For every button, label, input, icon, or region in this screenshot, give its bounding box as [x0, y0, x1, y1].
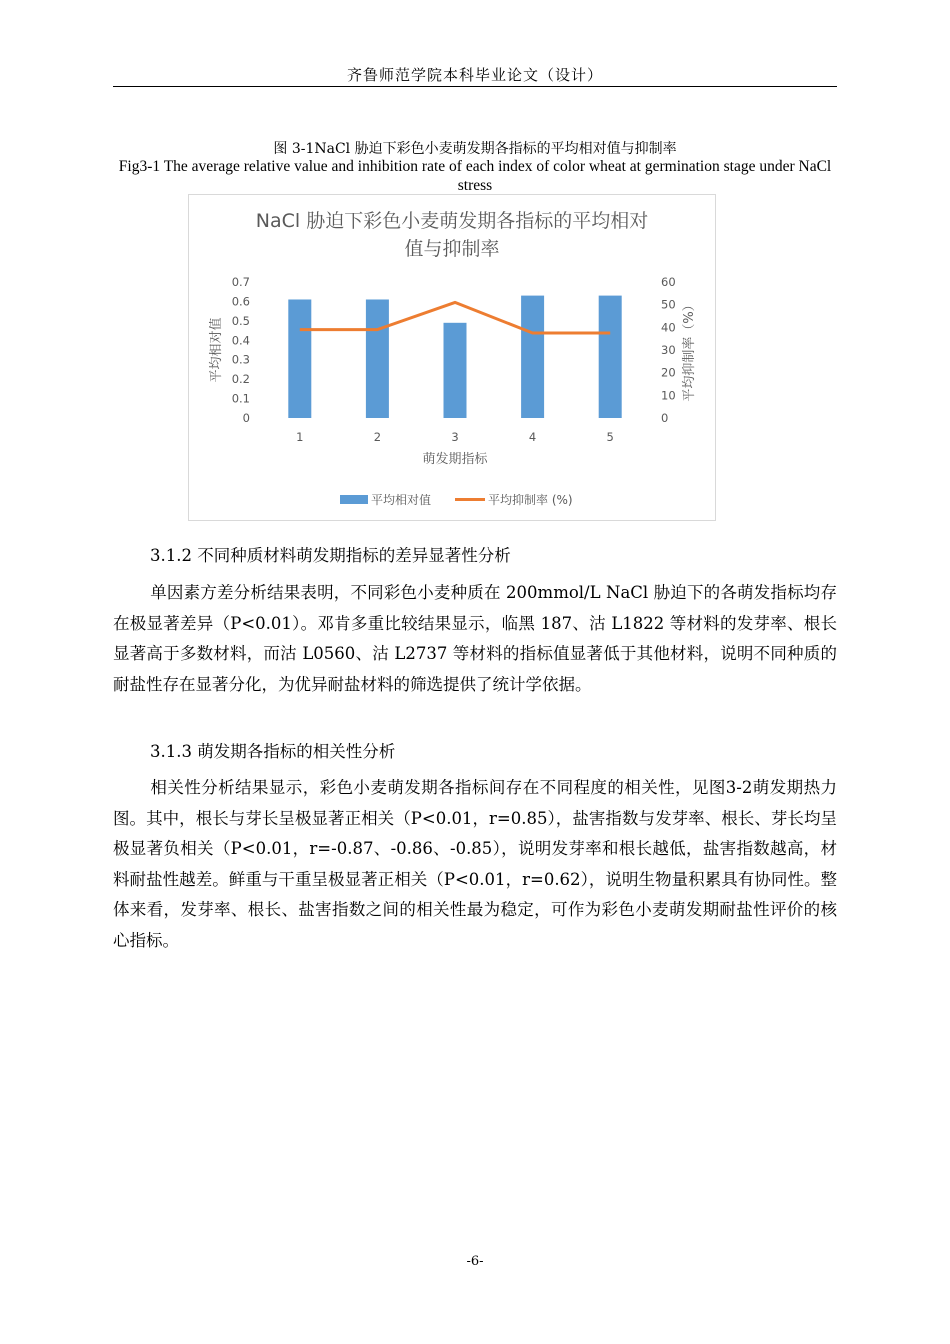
paragraph-text: 单因素方差分析结果表明，不同彩色小麦种质在 200mmol/L NaCl 胁迫下的各萌发指标均存在极显著差异（P<0.01）。邓肯多重比较结果显示，临黑 187、沽 L1822 等材料的发芽率、根长显著高于多数材料，而沽 L0560、沽 L2737 等材料的指标值显著低于其他材料，说明不同种质的耐盐性存在显著分化，为优异耐盐材料的筛选提供了统计学依据。: [113, 583, 837, 694]
x-tick-label: 1: [296, 430, 304, 444]
paragraph-3-1-2: [113, 578, 837, 700]
page-number: -6-: [466, 1254, 484, 1269]
y-right-tick-label: 30: [661, 343, 676, 357]
x-axis-title: 萌发期指标: [422, 452, 488, 467]
x-tick-label: 4: [528, 430, 537, 444]
y-left-tick-label: 0.4: [231, 333, 250, 348]
y-left-tick-label: 0.7: [231, 275, 250, 289]
y-right-tick-label: 20: [661, 365, 676, 380]
x-tick-label: 3: [451, 430, 459, 444]
header-rule: [113, 86, 837, 87]
y-left-axis-title: 平均相对值: [209, 317, 224, 383]
section-heading-3-1-3: 3.1.3 萌发期各指标的相关性分析: [150, 742, 396, 761]
bar-mark: [521, 296, 544, 418]
bar-mark: [444, 323, 467, 418]
paragraph-text: 相关性分析结果显示，彩色小麦萌发期各指标间存在不同程度的相关性，见图3-2萌发期热力图。其中，根长与芽长呈极显著正相关（P<0.01，r=0.85），盐害指数与发芽率、根长、芽长均呈极显著负相关（P<0.01，r=-0.87、-0.86、-0.85），说明发芽率和根长越低，盐害指数越高，材料耐盐性越差。鲜重与干重呈极显著正相关（P<0.01，r=0.62），说明生物量积累具有协同性。整体来看，发芽率、根长、盐害指数之间的相关性最为稳定，可作为彩色小麦萌发期耐盐性评价的核心指标。: [113, 778, 837, 950]
chart-title-line1: NaCl 胁迫下彩色小麦萌发期各指标的平均相对: [255, 210, 649, 232]
y-right-tick-label: 50: [661, 297, 676, 312]
y-left-tick-label: 0: [242, 411, 250, 425]
bar-mark: [599, 296, 622, 418]
y-left-tick-label: 0.3: [231, 352, 250, 367]
paragraph-3-1-3: [113, 773, 837, 956]
legend-line-label: 平均抑制率 (%): [488, 493, 573, 507]
y-right-tick-label: 60: [661, 275, 676, 289]
bar-mark: [288, 299, 311, 418]
section-heading-3-1-2: 3.1.2 不同种质材料萌发期指标的差异显著性分析: [150, 546, 511, 565]
legend-bar-swatch: [340, 495, 368, 504]
chart-title-line2: 值与抑制率: [404, 238, 500, 260]
bar-mark: [366, 299, 389, 418]
page-header: 齐鲁师范学院本科毕业论文（设计）: [346, 66, 603, 84]
y-right-tick-label: 0: [661, 411, 669, 425]
x-tick-label: 5: [606, 430, 614, 444]
y-right-axis-title: 平均抑制率（%）: [682, 298, 697, 402]
x-tick-label: 2: [373, 430, 382, 444]
y-left-tick-label: 0.1: [231, 391, 250, 406]
y-right-tick-label: 40: [661, 320, 676, 335]
y-left-tick-label: 0.5: [231, 313, 250, 328]
legend-bar-label: 平均相对值: [371, 493, 432, 507]
y-left-tick-label: 0.2: [231, 372, 250, 387]
chart-svg: [189, 195, 715, 520]
y-right-tick-label: 10: [661, 388, 676, 403]
y-left-tick-label: 0.6: [231, 294, 250, 309]
figure-caption-cn: 图 3-1NaCl 胁迫下彩色小麦萌发期各指标的平均相对值与抑制率: [273, 141, 677, 157]
chart-container: [188, 194, 716, 521]
figure-caption-en: Fig3-1 The average relative value and inhibition rate of each index of color wheat at germination stage under NaCl stress: [118, 158, 832, 194]
